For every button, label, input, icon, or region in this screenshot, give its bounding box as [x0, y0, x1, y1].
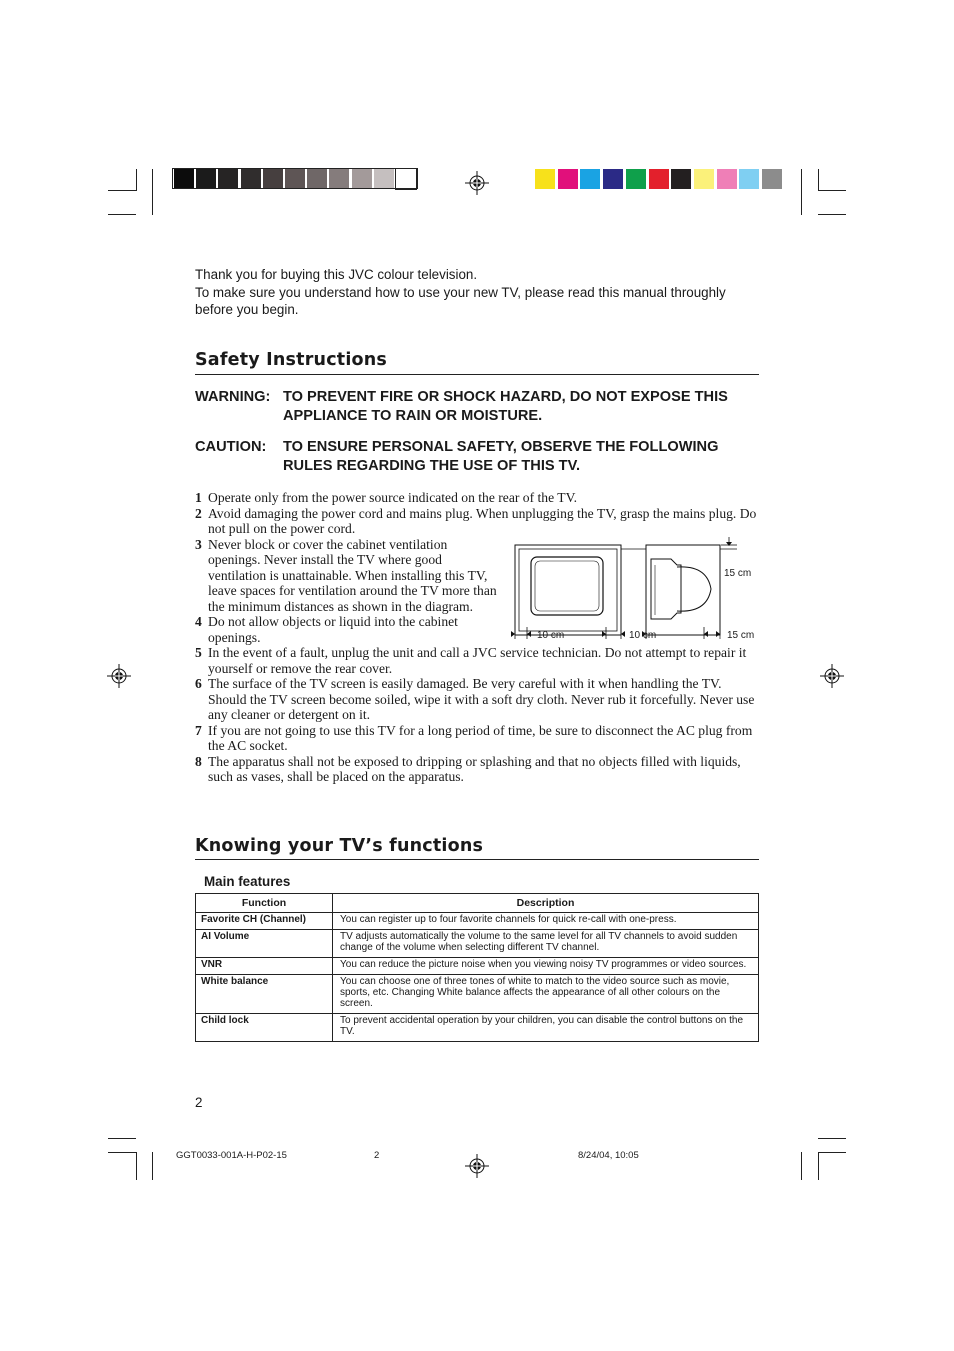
list-item — [195, 676, 760, 723]
section-title-safety: Safety Instructions — [195, 350, 388, 370]
table-row — [196, 930, 759, 958]
list-item — [195, 723, 760, 754]
intro-text — [195, 266, 755, 319]
color-swatch — [626, 169, 646, 189]
function-cell: AI Volume — [196, 930, 333, 958]
function-cell: Favorite CH (Channel) — [196, 913, 333, 930]
left-gap-label: 10 cm — [537, 630, 565, 641]
item-text: The surface of the TV screen is easily damaged. Be very careful with it when handling the TV. Should the TV screen become soiled, wipe it with a soft dry cloth. Never rub it forcefully. Never use any cleaner or detergent on it. — [208, 676, 755, 722]
warning-text: TO PREVENT FIRE OR SHOCK HAZARD, DO NOT EXPOSE THIS APPLIANCE TO RAIN OR MOISTURE. — [283, 389, 728, 424]
item-number: 2 — [195, 505, 202, 521]
footer-date: 8/24/04, 10:05 — [578, 1150, 639, 1161]
item-number: 4 — [195, 614, 202, 629]
description-cell: To prevent accidental operation by your children, you can disable the control buttons on the TV. — [333, 1014, 759, 1042]
subhead-main-features: Main features — [204, 874, 291, 889]
column-header-description: Description — [333, 894, 759, 913]
list-item — [195, 506, 760, 537]
table-row — [196, 975, 759, 1014]
page-number: 2 — [195, 1095, 203, 1110]
right-gap-label: 10 cm — [629, 630, 657, 641]
registration-mark-icon — [465, 1154, 489, 1178]
intro-line: Thank you for buying this JVC colour television. — [195, 267, 478, 282]
color-swatch — [671, 169, 691, 189]
function-cell: VNR — [196, 958, 333, 975]
description-cell: TV adjusts automatically the volume to the same level for all TV channels to avoid sudden change of the volume when selecting different TV channel. — [333, 930, 759, 958]
color-swatch — [558, 169, 578, 189]
item-text: Avoid damaging the power cord and mains plug. When unplugging the TV, grasp the mains plug. Do not pull on the power cord. — [208, 505, 757, 536]
item-number: 8 — [195, 753, 202, 769]
description-cell: You can register up to four favorite channels for quick re-call with one-press. — [333, 913, 759, 930]
function-cell: Child lock — [196, 1014, 333, 1042]
item-text: Do not allow objects or liquid into the cabinet openings. — [208, 614, 458, 645]
registration-mark-icon — [107, 664, 131, 688]
top-gap-label: 15 cm — [724, 568, 752, 579]
list-item — [195, 490, 760, 506]
table-header-row — [196, 894, 759, 913]
column-header-function: Function — [196, 894, 333, 913]
list-item — [195, 645, 760, 676]
table-row — [196, 913, 759, 930]
list-item — [195, 537, 498, 615]
footer-page: 2 — [374, 1150, 380, 1161]
item-number: 1 — [195, 490, 202, 505]
color-swatch — [694, 169, 714, 189]
intro-line: To make sure you understand how to use your new TV, please read this manual throughly before you begin. — [195, 284, 726, 318]
item-text: Never block or cover the cabinet ventilation openings. Never install the TV where good ventilation is unattainable. When installing this TV, leave spaces for ventilation around the TV more than the minimum distances as shown in the diagram. — [208, 536, 497, 614]
table-row — [196, 958, 759, 975]
list-item — [195, 614, 498, 645]
warning-label: WARNING: — [195, 389, 271, 405]
color-swatch — [580, 169, 600, 189]
item-text: Operate only from the power source indicated on the rear of the TV. — [208, 490, 578, 505]
color-swatch — [535, 169, 555, 189]
item-text: In the event of a fault, unplug the unit and call a JVC service technician. Do not attempt to repair it yourself or remove the rear cover. — [208, 645, 747, 676]
registration-mark-icon — [465, 171, 489, 195]
item-text: The apparatus shall not be exposed to dripping or splashing and that no objects filled with liquids, such as vases, shall be placed on the apparatus. — [208, 753, 741, 784]
section-title-functions: Knowing your TV’s functions — [195, 836, 484, 856]
function-cell: White balance — [196, 975, 333, 1014]
description-cell: You can reduce the picture noise when you viewing noisy TV programmes or video sources. — [333, 958, 759, 975]
footer-code: GGT0033-001A-H-P02-15 — [176, 1150, 287, 1161]
gray-bar-frame — [172, 168, 418, 189]
item-number: 7 — [195, 722, 202, 738]
color-swatch — [603, 169, 623, 189]
table-row — [196, 1014, 759, 1042]
color-swatch — [762, 169, 782, 189]
item-text: If you are not going to use this TV for a long period of time, be sure to disconnect the AC plug from the AC socket. — [208, 722, 753, 753]
section-rule — [195, 374, 759, 375]
caution-label: CAUTION: — [195, 439, 267, 455]
features-table — [195, 893, 759, 1042]
color-swatch — [739, 169, 759, 189]
rear-gap-label: 15 cm — [727, 630, 755, 641]
ventilation-diagram — [505, 535, 763, 647]
caution-text: TO ENSURE PERSONAL SAFETY, OBSERVE THE FOLLOWING RULES REGARDING THE USE OF THIS TV. — [283, 439, 719, 474]
item-number: 3 — [195, 536, 202, 552]
color-swatch — [717, 169, 737, 189]
item-number: 6 — [195, 676, 202, 691]
section-rule — [195, 859, 759, 860]
list-item — [195, 754, 760, 785]
registration-mark-icon — [820, 664, 844, 688]
color-swatch — [649, 169, 669, 189]
description-cell: You can choose one of three tones of white to match to the video source such as movie, sports, etc. Changing White balance affects the appearance of all other colours on the screen. — [333, 975, 759, 1014]
item-number: 5 — [195, 645, 202, 660]
